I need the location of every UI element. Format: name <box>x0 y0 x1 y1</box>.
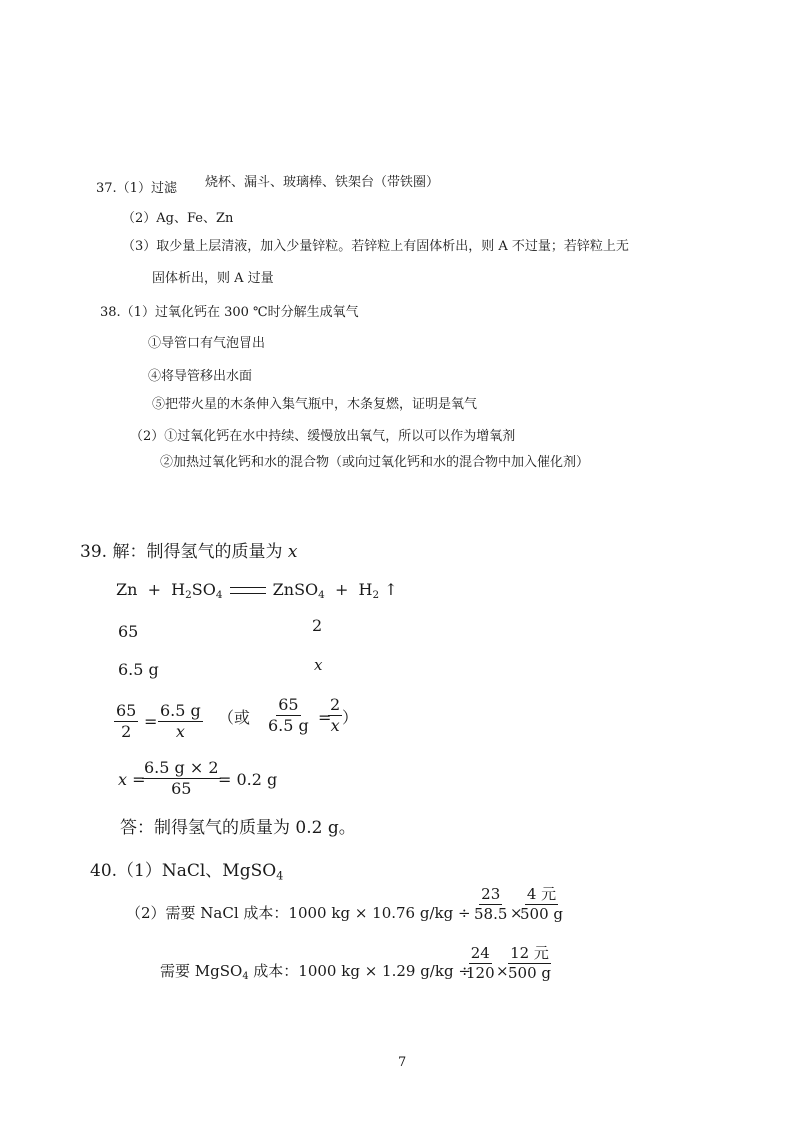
q38-step5: ⑤把带火星的木条伸入集气瓶中，木条复燃，证明是氧气 <box>152 397 478 412</box>
q39-alt-eq: = <box>318 708 332 727</box>
q40-part1: 40.（1）NaCl、MgSO$_4$ <box>90 861 284 883</box>
q40-part2-label: （2）需要 NaCl 成本：1000 kg × 10.76 g/kg ÷ <box>126 904 471 922</box>
q40-part2-times: × <box>510 904 523 922</box>
q39-ratio-frac1: $\frac{65}{2}$ <box>116 701 137 741</box>
q40-part2-frac2: 4 元 500 g <box>520 885 564 923</box>
q37-part2: （2）Ag、Fe、Zn <box>122 211 234 226</box>
q39-calc-x: x = <box>118 770 146 789</box>
q38-part2-line1: （2）①过氧化钙在水中持续、缓慢放出氧气，所以可以作为增氧剂 <box>130 429 516 444</box>
page-number: 7 <box>398 1055 407 1070</box>
equation-equals-sign <box>230 587 266 594</box>
q38-step4: ④将导管移出水面 <box>148 369 253 384</box>
q39-alt-frac2: $\frac{2}{x}$ <box>330 695 341 735</box>
q39-alt-close: ） <box>342 708 359 727</box>
q39-alt-frac1: $\frac{65}{6.5 g}$ <box>268 695 309 735</box>
q39-ratio-frac2: $\frac{6.5 g}{x}$ <box>160 701 201 741</box>
q37-part3-line2: 固体析出，则 A 过量 <box>152 271 274 286</box>
q39-header: 39. 解：制得氢气的质量为 x <box>80 542 298 562</box>
q37-part3-line1: （3）取少量上层清液，加入少量锌粒。若锌粒上有固体析出，则 A 不过量；若锌粒上无 <box>122 239 629 254</box>
q39-chemical-equation: $Zn + H_2SO_4$ ZnSO$_4$ + $H_2$ ↑ <box>116 580 398 602</box>
q40-part2-frac1: $\frac{23}{58.5}$ <box>474 885 508 923</box>
q39-ratio-eq: = <box>144 712 158 731</box>
q38-part2-line2: ②加热过氧化钙和水的混合物（或向过氧化钙和水的混合物中加入催化剂） <box>160 455 590 470</box>
gas-arrow: ↑ <box>384 580 398 599</box>
q39-calc-frac: $\frac{6.5 g \times 2}{65}$ <box>144 758 219 798</box>
q40-part3-frac2: 12 元 500 g <box>508 944 552 982</box>
q39-mass-h2: x <box>314 656 323 674</box>
q39-answer: 答：制得氢气的质量为 0.2 g。 <box>120 818 356 838</box>
q40-part3-times: × <box>496 962 509 980</box>
q39-alt-open: （或 <box>218 708 251 727</box>
q40-part3-frac1: $\frac{24}{120}$ <box>466 944 495 982</box>
q39-calc-result: = 0.2 g <box>218 770 278 789</box>
q39-molar-zn: 65 <box>118 622 139 641</box>
q39-molar-h2: 2 <box>312 616 323 635</box>
q38-step1: ①导管口有气泡冒出 <box>148 336 266 351</box>
q39-var-x: x <box>287 542 298 562</box>
q40-part3-label: 需要 MgSO$_4$ 成本：1000 kg × 1.29 g/kg ÷ <box>160 962 471 982</box>
q37-part1-text: 烧杯、漏斗、玻璃棒、铁架台（带铁圈） <box>205 175 440 190</box>
q39-mass-zn: 6.5 g <box>118 660 159 679</box>
q38-part1: 38.（1）过氧化钙在 300 ℃时分解生成氧气 <box>100 305 359 320</box>
q37-part1-label: 37.（1）过滤 <box>96 181 177 196</box>
